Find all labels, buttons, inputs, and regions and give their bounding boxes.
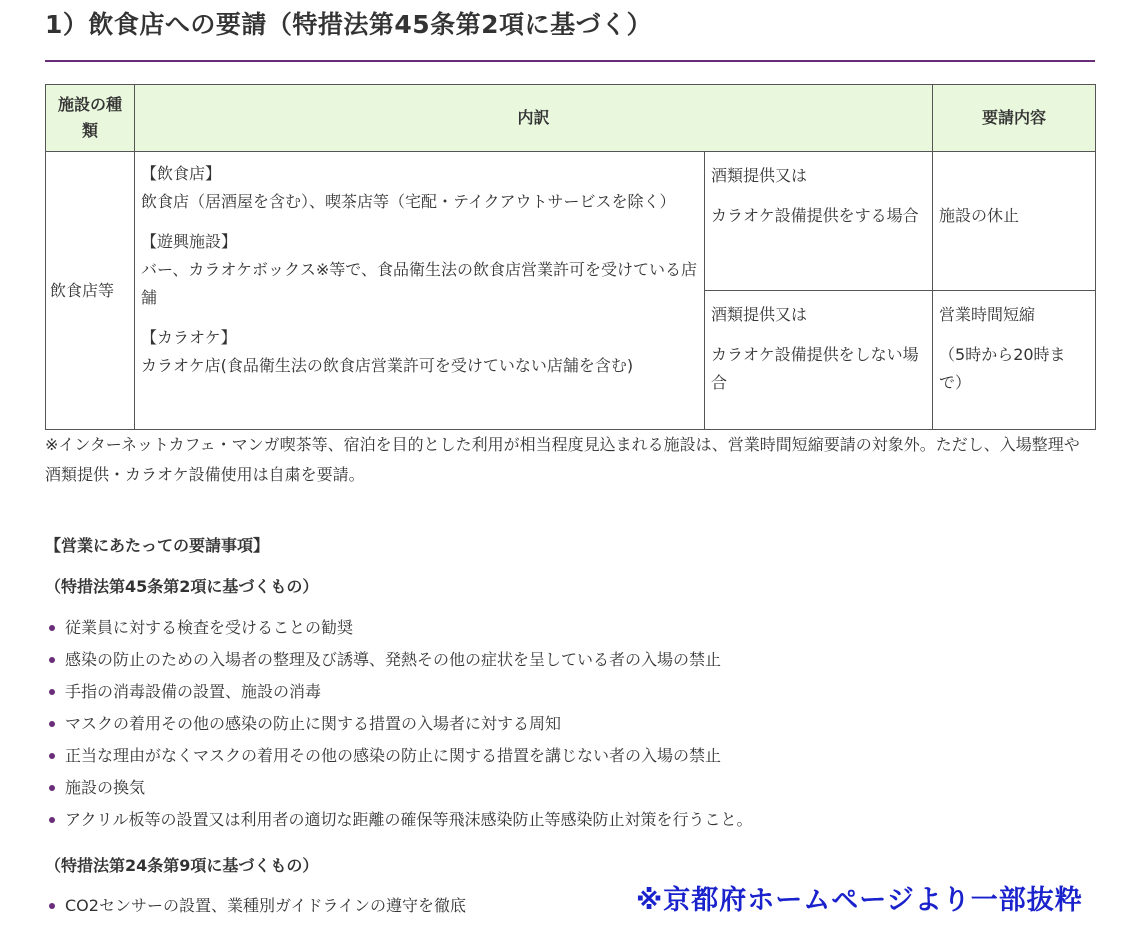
header-facility-type: 施設の種類 (46, 85, 135, 152)
subsection-art45: （特措法第45条第2項に基づくもの） (45, 577, 319, 596)
facility-type-cell: 飲食店等 (46, 152, 135, 430)
bullet-icon (49, 689, 55, 695)
request-cell-shorten-hours: 営業時間短縮 （5時から20時まで） (933, 291, 1096, 430)
list-item: 正当な理由がなくマスクの着用その他の感染の防止に関する措置を講じない者の入場の禁止 (45, 740, 1095, 772)
bullet-icon (49, 625, 55, 631)
condition-cell-not-serving: 酒類提供又は カラオケ設備提供をしない場合 (705, 291, 933, 430)
list-item: 施設の換気 (45, 772, 1095, 804)
bullet-icon (49, 721, 55, 727)
page-heading: 1）飲食店への要請（特措法第45条第2項に基づく） (45, 10, 653, 39)
condition-cell-serving: 酒類提供又は カラオケ設備提供をする場合 (705, 152, 933, 291)
group-restaurant: 【飲食店】 飲食店（居酒屋を含む）、喫茶店等（宅配・テイクアウトサービスを除く） (141, 164, 676, 211)
section-title: 【営業にあたっての要請事項】 (45, 536, 270, 555)
group-karaoke: 【カラオケ】 カラオケ店(食品衛生法の飲食店営業許可を受けていない店舗を含む) (141, 328, 634, 375)
list-item: マスクの着用その他の感染の防止に関する措置の入場者に対する周知 (45, 708, 1095, 740)
bullet-icon (49, 903, 55, 909)
list-item: 感染の防止のための入場者の整理及び誘導、発熱その他の症状を呈している者の入場の禁止 (45, 644, 1095, 676)
table-header-row (46, 85, 1096, 152)
requirements-list-art45 (45, 612, 1095, 836)
table-note: ※インターネットカフェ・マンガ喫茶等、宿泊を目的とした利用が相当程度見込まれる施設は、営業時間短縮要請の対象外。ただし、入場整理や酒類提供・カラオケ設備使用は自粛を要請。 (45, 435, 1080, 484)
source-note: ※京都府ホームページより一部抜粋 (636, 885, 1083, 916)
bullet-icon (49, 753, 55, 759)
table-row (46, 152, 1096, 291)
header-request: 要請内容 (933, 85, 1096, 152)
heading-underline (45, 60, 1095, 62)
list-item: 手指の消毒設備の設置、施設の消毒 (45, 676, 1095, 708)
group-entertainment: 【遊興施設】 バー、カラオケボックス※等で、食品衛生法の飲食店営業許可を受けている店舗 (141, 232, 697, 307)
bullet-icon (49, 785, 55, 791)
list-item: CO2センサーの設置、業種別ガイドラインの遵守を徹底 (45, 890, 1095, 922)
subsection-art24: （特措法第24条第9項に基づくもの） (45, 856, 319, 875)
request-cell-closure: 施設の休止 (933, 152, 1096, 291)
bullet-icon (49, 657, 55, 663)
requests-table (45, 84, 1096, 430)
bullet-icon (49, 817, 55, 823)
list-item: アクリル板等の設置又は利用者の適切な距離の確保等飛沫感染防止等感染防止対策を行うこと。 (45, 804, 1095, 836)
detail-cell (135, 152, 705, 430)
header-detail: 内訳 (135, 85, 933, 152)
list-item: 従業員に対する検査を受けることの勧奨 (45, 612, 1095, 644)
